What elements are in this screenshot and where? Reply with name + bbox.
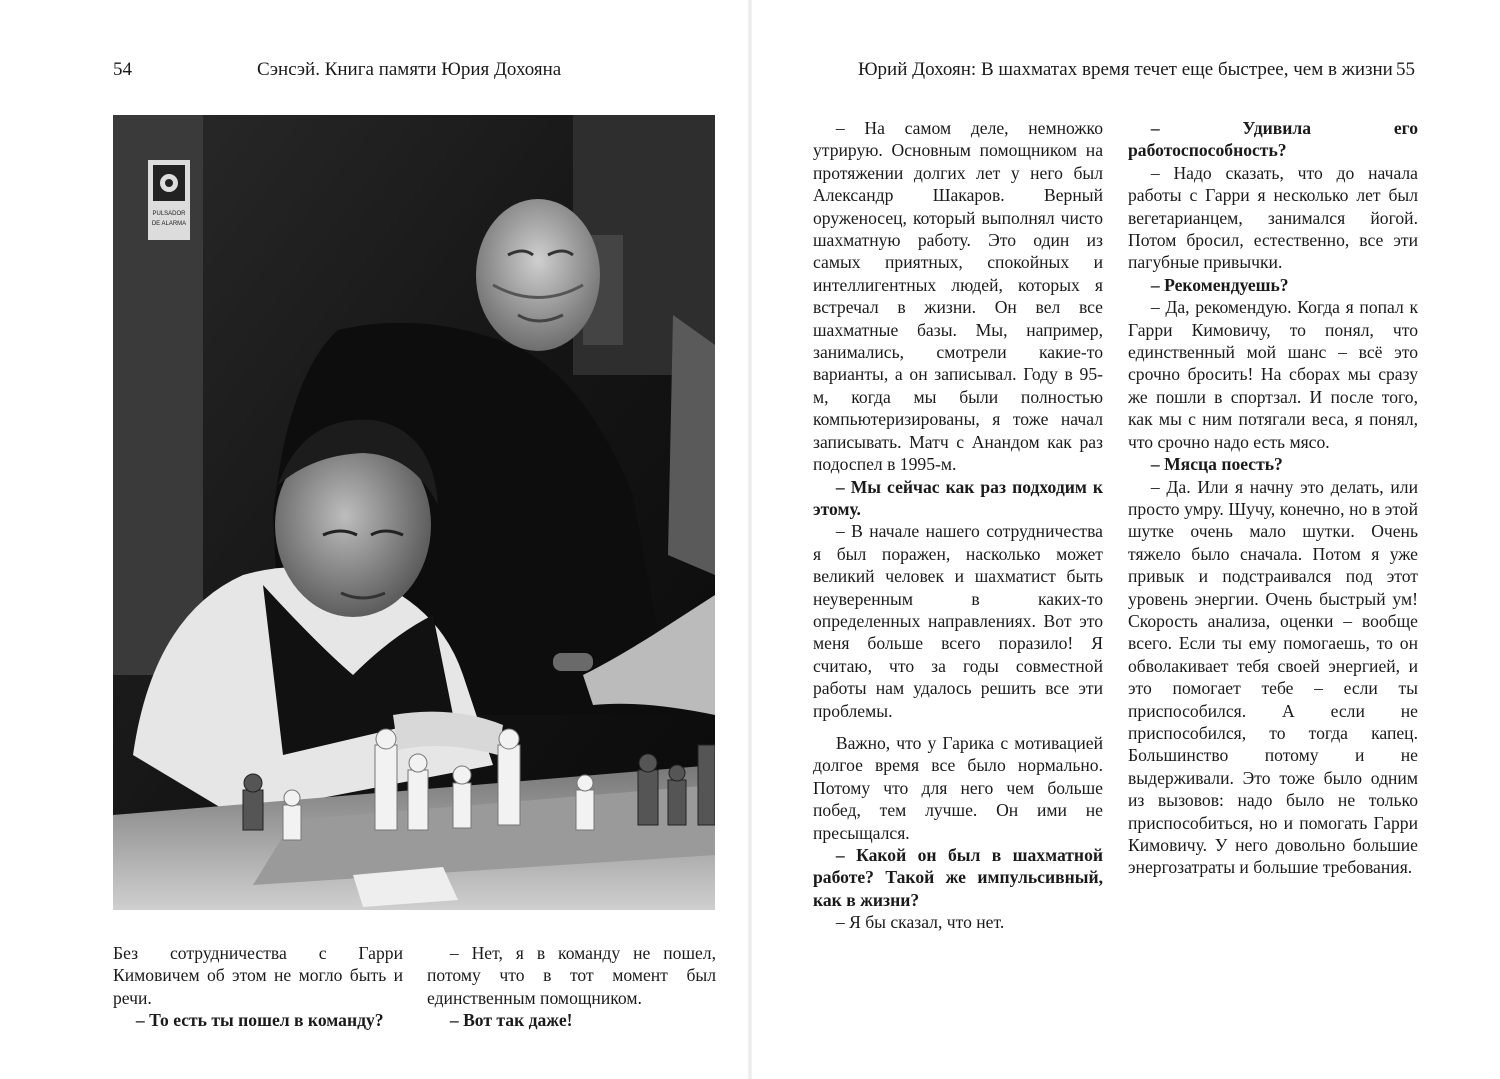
paragraph: Без сотрудничества с Гарри Кимовичем об этом не могло быть и речи. xyxy=(113,943,403,1008)
question-paragraph: – То есть ты пошел в команду? xyxy=(135,1010,384,1031)
svg-text:DE ALARMA: DE ALARMA xyxy=(151,221,187,227)
paragraph: – Я бы сказал, что нет. xyxy=(835,912,1005,933)
question-paragraph: – Мы сейчас как раз подходим к этому. xyxy=(813,476,1103,519)
paragraph: – Нет, я в команду не пошел, потому что в тот момент был единственным помощником. xyxy=(427,943,716,1008)
question-paragraph: – Вот так даже! xyxy=(449,1010,573,1031)
running-head-right: Юрий Дохоян: В шахматах время течет еще быстрее, чем в жизни xyxy=(858,59,1393,80)
paragraph: – Да, рекомендую. Когда я попал к Гарри Кимовичу, то понял, что единственный мой шанс – всё это срочно бросить! На сборах мы сразу же пошли в спортзал. И после того, как мы с ним потягали веса, я понял, что срочно надо есть мясо. xyxy=(1128,297,1418,452)
alarm-sign-text: PULSADOR xyxy=(152,211,186,217)
paragraph: Важно, что у Гарика с мотивацией долгое время все было нормально. Потому что для него чем больше побед, тем лучше. Он ими не пресыщался. xyxy=(813,732,1103,843)
paragraph: – Надо сказать, что до начала работы с Гарри я несколько лет был вегетарианцем, занимался йогой. Потом бросил, естественно, все эти пагубные привычки. xyxy=(1128,162,1418,273)
right-column-2 xyxy=(1128,117,1418,879)
right-column-1 xyxy=(813,117,1103,934)
paragraph: – На самом деле, немножко утрирую. Основным помощником на протяжении долгих лет у него был Александр Шакаров. Верный оруженосец, который выполнял чисто шахматную работу. Это один из самых приятных, спокойных и интеллигентных людей, которых я встречал в жизни. Он вел все шахматные базы. Мы, например, занимались, смотрели какие-то варианты, а он записывал. Году в 95-м, когда мы были полностью компьютеризированы, я тоже начал записывать. Матч с Анандом как раз подоспел в 1995-м. xyxy=(813,118,1103,475)
question-paragraph: – Мясца поесть? xyxy=(1150,454,1283,475)
running-head-left: Сэнсэй. Книга памяти Юрия Дохояна xyxy=(257,59,562,80)
question-paragraph: – Какой он был в шахматной работе? Такой же импульсивный, как в жизни? xyxy=(813,845,1103,910)
left-column-1 xyxy=(113,942,403,1032)
paragraph: – В начале нашего сотрудничества я был поражен, насколько может великий человек и шахматист быть неуверенным в каких-то определенных направлениях. Вот это меня больше всего поразило! Я считаю, что за годы совместной работы нам удалось решить все эти проблемы. xyxy=(813,521,1103,721)
question-paragraph: – Удивила его работоспособность? xyxy=(1128,118,1418,161)
chess-match-photo xyxy=(113,115,715,910)
page-number-right: 55 xyxy=(1396,59,1415,80)
paragraph: – Да. Или я начну это делать, или просто умру. Шучу, конечно, но в этой шутке очень мало шутки. Очень тяжело было сначала. Потом я уже привык и подстраивался под этот уровень энергии. Очень быстрый ум! Скорость анализа, оценки – вообще всего. Если ты ему помогаешь, то он обволакивает тебя своей энергией, и это помогает тебе – если ты приспособился. А если не приспособился, то тогда капец. Большинство потому и не выдерживали. Это тоже было одним из вызовов: надо было не только приспособиться, но и помогать Гарри Кимовичу. У него довольно большие энергозатраты и большие требования. xyxy=(1128,476,1418,878)
question-paragraph: – Рекомендуешь? xyxy=(1150,274,1289,295)
left-column-2 xyxy=(427,942,716,1032)
page-number-left: 54 xyxy=(113,59,132,80)
